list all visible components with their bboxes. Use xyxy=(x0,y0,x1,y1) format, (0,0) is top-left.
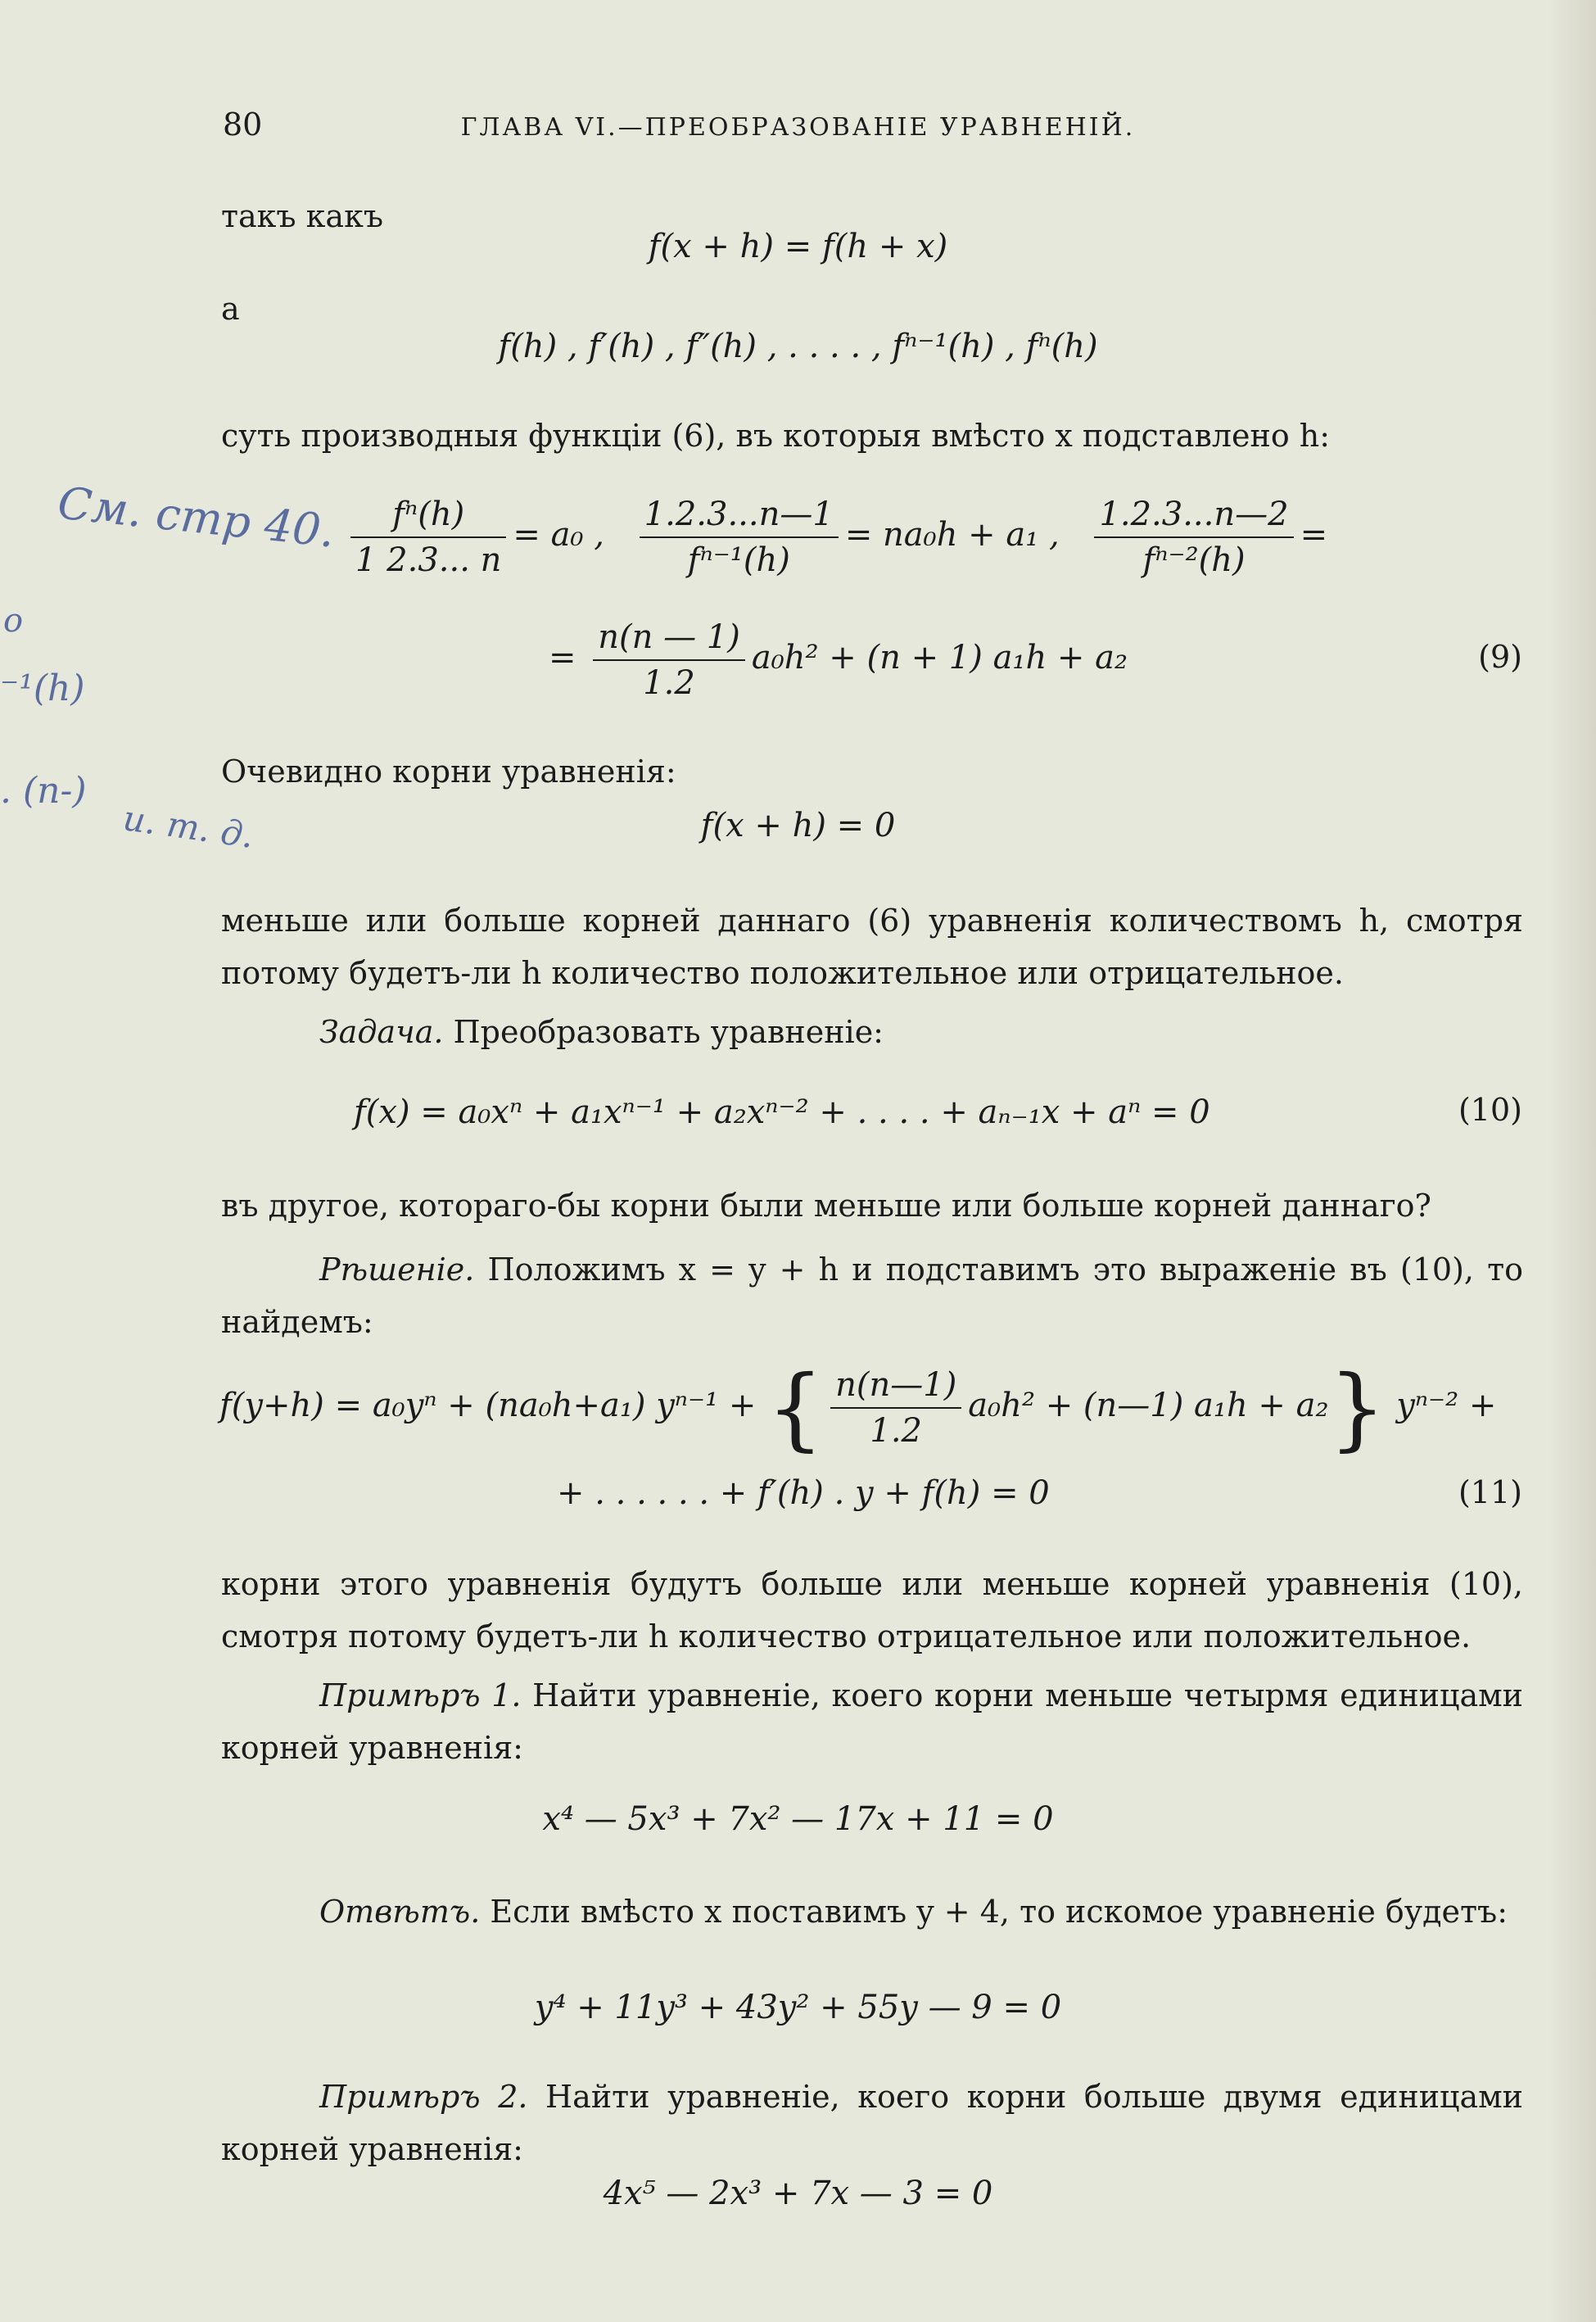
page-number: 80 xyxy=(223,106,263,143)
paragraph: меньше или больше корней даннаго (6) уравненія количествомъ h, смотря потому будетъ-ли h количество положительное или отрицательное. xyxy=(221,903,1523,991)
formula: + . . . . . . + f′(h) . y + f(h) = 0 xyxy=(557,1474,1050,1512)
equation-label: (9) xyxy=(1478,639,1522,675)
fraction xyxy=(350,496,506,579)
equation-label: (11) xyxy=(1458,1474,1522,1510)
fraction-numerator: 1.2.3...n—2 xyxy=(1094,496,1293,538)
paragraph-text: Преобразовать уравненіе: xyxy=(443,1014,884,1050)
text-line: Очевидно корни уравненія: xyxy=(221,754,676,790)
formula: f(x + h) = f(h + x) xyxy=(648,228,948,265)
fraction xyxy=(593,618,745,702)
handwritten-mark: о xyxy=(3,602,24,640)
formula: y⁴ + 11y³ + 43y² + 55y — 9 = 0 xyxy=(534,1989,1062,2026)
fraction xyxy=(640,496,839,579)
formula-part: = xyxy=(1300,516,1328,554)
handwritten-mark: . (n-) xyxy=(0,770,87,812)
formula-part: = na₀h + a₁ , xyxy=(844,516,1060,554)
formula-long xyxy=(219,1356,1496,1460)
run-in-heading: Отвѣтъ. xyxy=(319,1894,481,1930)
text-line: суть производныя функціи (6), въ которыя вмѣсто x подставлено h: xyxy=(221,418,1331,454)
formula-part: = a₀ , xyxy=(513,516,604,554)
paragraph xyxy=(221,2071,1523,2175)
paragraph xyxy=(221,1669,1523,1774)
run-in-heading: Примѣръ 2. xyxy=(319,2079,528,2115)
fraction xyxy=(830,1366,961,1450)
formula: 4x⁵ — 2x³ + 7x — 3 = 0 xyxy=(603,2175,993,2212)
running-header: ГЛАВА VI.—ПРЕОБРАЗОВАНІЕ УРАВНЕНІЙ. xyxy=(460,113,1136,142)
run-in-heading: Рѣшеніе. xyxy=(319,1252,475,1288)
formula-part: a₀h² + (n + 1) a₁h + a₂ xyxy=(751,639,1128,677)
paragraph-text: Найти уравненіе, коего корни больше двумя единицами корней уравненія: xyxy=(221,2079,1523,2167)
fraction-numerator: 1.2.3...n—1 xyxy=(640,496,839,538)
handwritten-note: и. т. д. xyxy=(120,798,256,856)
equation-label: (10) xyxy=(1458,1092,1522,1128)
paragraph-text: Если вмѣсто x поставимъ y + 4, то искомое уравненіе будетъ: xyxy=(480,1894,1508,1930)
formula-part: a₀h² + (n—1) a₁h + a₂ xyxy=(968,1387,1329,1424)
run-in-heading: Задача. xyxy=(319,1014,444,1050)
paragraph xyxy=(221,1885,1523,1938)
paragraph: корни этого уравненія будутъ больше или меньше корней уравненія (10), смотря потому будетъ-ли h количество отрицательное или положительное. xyxy=(221,1566,1523,1654)
fraction-denominator: 1 2.3... n xyxy=(355,541,502,579)
handwritten-note: См. стр 40. xyxy=(55,477,337,558)
text-line: въ другое, котораго-бы корни были меньше или больше корней даннаго? xyxy=(221,1188,1431,1224)
fraction-numerator: n(n — 1) xyxy=(593,618,745,661)
formula-fraction-row xyxy=(549,618,1128,702)
formula: f(x) = a₀xⁿ + a₁xⁿ⁻¹ + a₂xⁿ⁻² + . . . . + aₙ₋₁x + aⁿ = 0 xyxy=(354,1093,1210,1131)
fraction-denominator: 1.2 xyxy=(870,1412,923,1450)
handwritten-mark: ⁻¹(h) xyxy=(0,668,85,709)
text-line: такъ какъ xyxy=(221,198,384,234)
fraction-denominator: fⁿ⁻²(h) xyxy=(1142,541,1246,579)
fraction xyxy=(1094,496,1293,579)
formula-fraction-row xyxy=(344,496,1327,579)
paragraph-text: Найти уравненіе, коего корни меньше четырмя единицами корней уравненія: xyxy=(221,1677,1523,1766)
text-line: а xyxy=(221,291,240,327)
fraction-denominator: fⁿ⁻¹(h) xyxy=(687,541,790,579)
paragraph xyxy=(221,1243,1523,1348)
brace-right: } xyxy=(1328,1356,1386,1460)
fraction-numerator: n(n—1) xyxy=(830,1366,961,1409)
brace-left: { xyxy=(766,1356,825,1460)
formula-part: yⁿ⁻² + xyxy=(1396,1387,1497,1424)
formula-part: = xyxy=(549,639,576,677)
fraction-denominator: 1.2 xyxy=(643,664,695,702)
formula: f(h) , f′(h) , f″(h) , . . . . , fⁿ⁻¹(h) , fⁿ(h) xyxy=(498,328,1098,365)
fraction-numerator: fⁿ(h) xyxy=(350,496,506,538)
run-in-heading: Примѣръ 1. xyxy=(319,1677,522,1713)
formula-part: f(y+h) = a₀yⁿ + (na₀h+a₁) yⁿ⁻¹ + xyxy=(219,1387,757,1424)
formula: f(x + h) = 0 xyxy=(700,807,896,844)
paragraph xyxy=(221,1006,1523,1058)
paragraph-text: Положимъ x = y + h и подставимъ это выраженіе въ (10), то найдемъ: xyxy=(221,1252,1523,1340)
formula: x⁴ — 5x³ + 7x² — 17x + 11 = 0 xyxy=(542,1800,1054,1838)
